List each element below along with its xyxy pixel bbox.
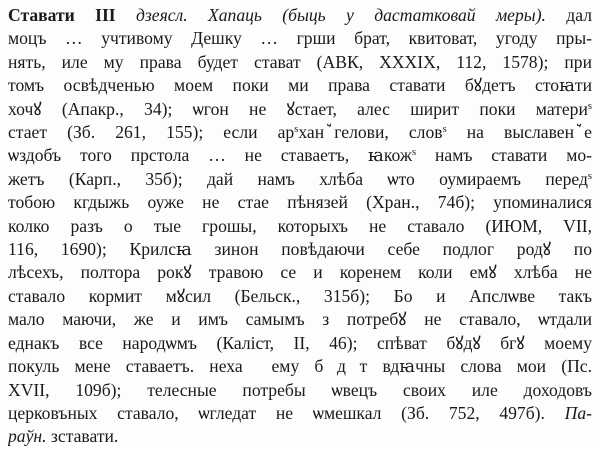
entry-text: нять, иле му права будет стават (АВК, XXXIX, 112, 1578); при <box>8 51 592 72</box>
superscript: s <box>587 171 592 183</box>
italic-text: дзеясл. Хапаць (быць у дастатковай меры). <box>136 5 546 25</box>
superscript: s <box>442 124 447 136</box>
entry-text: церковъных ставало, ѡгледат не ѡмешкал (Зб. 752, 497б). <box>8 402 565 423</box>
entry-line <box>8 144 592 167</box>
entry-text: колко разъ о тые грошы, которыхъ не ставало (ИЮМ, VII, <box>8 215 592 236</box>
entry-text: дал <box>545 5 592 25</box>
italic-text: раўн. <box>8 426 47 447</box>
entry-line <box>8 121 592 144</box>
entry-text: XVII, 109б); телесные потребы ѡвецъ своих иле доходовъ <box>8 379 592 400</box>
entry-text: тобою кгдыжь оуже не стае пѣнязей (Хран., 74б); упоминалися <box>8 192 592 213</box>
entry-text: ханꙿгелови, слов <box>298 122 443 143</box>
entry-text: моцъ … учтивому Дешку … грши брат, квитоват, угоду пры- <box>8 28 592 49</box>
entry-line <box>8 402 592 425</box>
entry-line <box>8 51 592 74</box>
superscript: s <box>587 100 592 112</box>
italic-text: Па- <box>564 402 592 423</box>
entry-text: еднакъ все народѡмъ (Каліст, II, 46); спѣват бꙋдꙋ бгꙋ моему <box>8 332 592 353</box>
entry-text: 116, 1690); Крилсꙗ зинон повѣдаючи себе подлог родꙋ по <box>8 239 592 260</box>
entry-text <box>116 5 136 25</box>
entry-text: жетъ (Карп., 35б); дай намъ хлѣба ѡто оумираемъ перед <box>8 168 588 189</box>
entry-line <box>8 215 592 238</box>
entry-line <box>8 285 592 308</box>
entry-line <box>8 261 592 284</box>
entry-line <box>8 355 592 378</box>
entry-text: хочꙋ (Апакр., 34); ѡгон не ꙋстает, алес ширит поки матери <box>8 98 588 119</box>
entry-line <box>8 27 592 50</box>
dictionary-entry <box>8 4 592 449</box>
entry-text: на выславенꙿе <box>446 122 592 143</box>
entry-text: намъ ставати мо- <box>416 145 592 166</box>
entry-text: зставати. <box>46 426 119 447</box>
entry-text: мало маючи, же и имъ самымъ з потребꙋ не ставало, ѡтдали <box>8 309 592 330</box>
entry-text: ѡздобъ того прстола … не ставаетъ, ꙗкож <box>8 145 412 166</box>
entry-line <box>8 379 592 402</box>
entry-line <box>8 191 592 214</box>
entry-line <box>8 238 592 261</box>
entry-line <box>8 168 592 191</box>
entry-line <box>8 4 592 27</box>
entry-text: лѣсехъ, полтора рокꙋ травою се и коренем коли емꙋ хлѣба не <box>8 262 592 283</box>
entry-text: ставало кормит мꙋсил (Бельск., 315б); Бо и Апслѡве такъ <box>8 285 592 306</box>
entry-line <box>8 74 592 97</box>
entry-text: стает (Зб. 261, 155); если ар <box>8 122 295 143</box>
superscript: s <box>412 147 417 159</box>
entry-line <box>8 425 592 448</box>
entry-text: покуль мене ставаетъ. нехаⷭ ему бꙋдꙋт вдꙗчны слова мои (Пс. <box>8 356 592 377</box>
entry-text: томъ освѣдченью моем поки ми права ставати бꙋдетъ стоꙗти <box>8 75 592 96</box>
entry-line <box>8 308 592 331</box>
superscript: s <box>294 124 299 136</box>
entry-line <box>8 332 592 355</box>
entry-line <box>8 98 592 121</box>
headword: Ставати III <box>8 5 116 25</box>
